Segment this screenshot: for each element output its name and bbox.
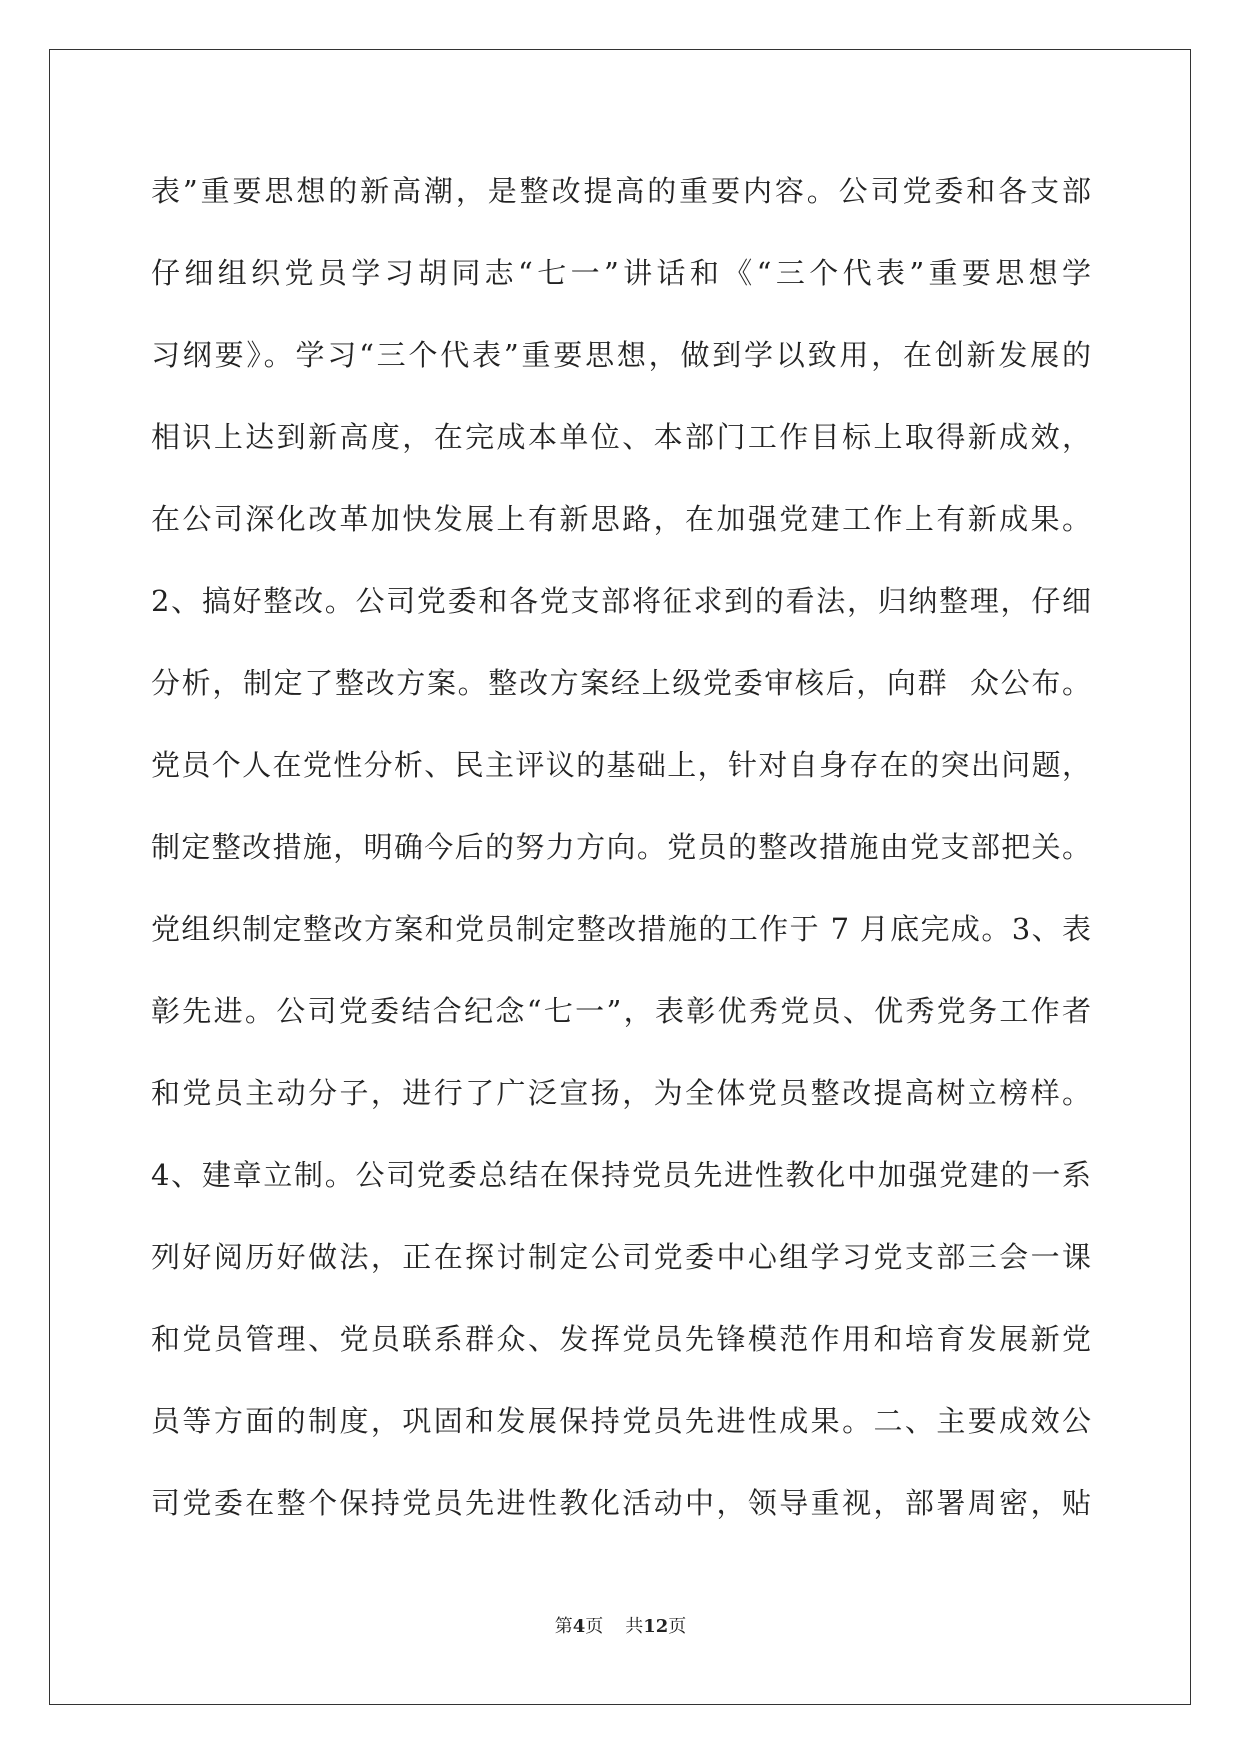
total-suffix: 页 bbox=[668, 1616, 687, 1637]
text-line: 仔细组织党员学习胡同志“七一”讲话和《“三个代表”重要思想学 bbox=[151, 256, 1091, 290]
text-line: 制定整改措施，明确今后的努力方向。党员的整改措施由党支部把关。 bbox=[151, 830, 1091, 864]
text-line: 相识上达到新高度，在完成本单位、本部门工作目标上取得新成效， bbox=[151, 420, 1091, 454]
text-line: 2、搞好整改。公司党委和各党支部将征求到的看法，归纳整理，仔细 bbox=[151, 584, 1091, 618]
text-line: 在公司深化改革加快发展上有新思路，在加强党建工作上有新成果。 bbox=[151, 502, 1091, 536]
text-line: 和党员管理、党员联系群众、发挥党员先锋模范作用和培育发展新党 bbox=[151, 1322, 1091, 1356]
text-line: 党员个人在党性分析、民主评议的基础上，针对自身存在的突出问题， bbox=[151, 748, 1091, 782]
page-suffix: 页 bbox=[585, 1616, 604, 1637]
text-line: 彰先进。公司党委结合纪念“七一”，表彰优秀党员、优秀党务工作者 bbox=[151, 994, 1091, 1028]
page-footer bbox=[0, 1612, 1241, 1638]
text-line: 表”重要思想的新高潮，是整改提高的重要内容。公司党委和各支部 bbox=[151, 174, 1091, 208]
document-body bbox=[151, 163, 1091, 1557]
text-line: 司党委在整个保持党员先进性教化活动中，领导重视，部署周密，贴 bbox=[151, 1486, 1091, 1520]
page-prefix: 第 bbox=[554, 1616, 573, 1637]
text-line: 习纲要》。学习“三个代表”重要思想，做到学以致用，在创新发展的 bbox=[151, 338, 1091, 372]
text-line: 党组织制定整改方案和党员制定整改措施的工作于 7 月底完成。3、表 bbox=[151, 912, 1091, 946]
text-line: 列好阅历好做法，正在探讨制定公司党委中心组学习党支部三会一课 bbox=[151, 1240, 1091, 1274]
text-line: 4、建章立制。公司党委总结在保持党员先进性教化中加强党建的一系 bbox=[151, 1158, 1091, 1192]
page-number: 4 bbox=[572, 1616, 586, 1637]
text-line: 分析，制定了整改方案。整改方案经上级党委审核后，向群 众公布。 bbox=[151, 666, 1091, 700]
total-prefix: 共 bbox=[625, 1616, 644, 1637]
text-line: 和党员主动分子，进行了广泛宣扬，为全体党员整改提高树立榜样。 bbox=[151, 1076, 1091, 1110]
total-pages: 12 bbox=[643, 1616, 669, 1637]
text-line: 员等方面的制度，巩固和发展保持党员先进性成果。二、主要成效公 bbox=[151, 1404, 1091, 1438]
